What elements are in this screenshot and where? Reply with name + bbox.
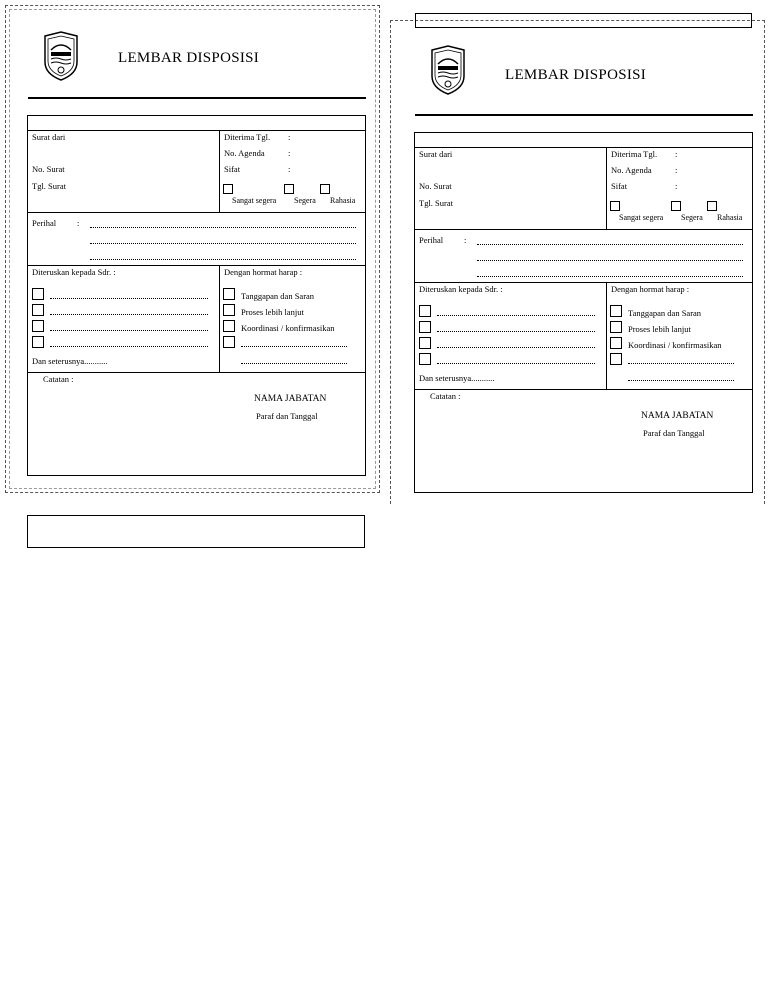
dengan-hormat-label: Dengan hormat harap :	[611, 284, 690, 294]
recipient-line	[437, 347, 595, 348]
nama-jabatan: NAMA JABATAN	[641, 411, 714, 421]
surat-dari-label: Surat dari	[32, 132, 66, 142]
title-rule	[28, 97, 366, 99]
recipient-checkbox[interactable]	[419, 337, 431, 349]
action-line	[241, 346, 347, 347]
diteruskan-label: Diteruskan kepada Sdr. :	[419, 284, 503, 294]
checkbox-segera[interactable]	[671, 201, 681, 211]
paraf-tanggal: Paraf dan Tanggal	[256, 411, 318, 421]
action-checkbox[interactable]	[223, 288, 235, 300]
recipient-line	[50, 330, 208, 331]
form-title: LEMBAR DISPOSISI	[505, 67, 647, 83]
action-checkbox[interactable]	[223, 336, 235, 348]
perihal-label: Perihal	[419, 235, 444, 245]
action-checkbox[interactable]	[610, 353, 622, 365]
form-title: LEMBAR DISPOSISI	[118, 50, 260, 66]
recipient-line	[50, 298, 208, 299]
tgl-surat-label: Tgl. Surat	[32, 181, 66, 191]
dengan-hormat-label: Dengan hormat harap :	[224, 267, 303, 277]
perihal-line	[477, 244, 743, 245]
recipient-line	[437, 315, 595, 316]
action-checkbox[interactable]	[610, 305, 622, 317]
recipient-checkbox[interactable]	[32, 320, 44, 332]
action-checkbox[interactable]	[610, 337, 622, 349]
sifat-option: Segera	[681, 213, 703, 222]
action-line	[628, 363, 734, 364]
perihal-line	[90, 259, 356, 260]
perihal-line	[90, 227, 356, 228]
recipient-checkbox[interactable]	[419, 321, 431, 333]
action-checkbox[interactable]	[223, 304, 235, 316]
sifat-option: Segera	[294, 196, 316, 205]
perihal-line	[90, 243, 356, 244]
recipient-checkbox[interactable]	[32, 304, 44, 316]
action-checkbox[interactable]	[610, 321, 622, 333]
checkbox-segera[interactable]	[284, 184, 294, 194]
action-option: Koordinasi / konfirmasikan	[241, 323, 335, 333]
no-agenda-label: No. Agenda	[224, 148, 265, 158]
no-agenda-label: No. Agenda	[611, 165, 652, 175]
sifat-option: Rahasia	[717, 213, 743, 222]
emblem-icon	[428, 44, 468, 96]
disposition-card-right: LEMBAR DISPOSISI Surat dari No. Surat Tgl. Surat Diterima Tgl. : No. Agenda : Sifat : Sangat segera Segera Rahasia Perihal : Diteruskan kepada Sdr. : Dan seterusnya ............ Dengan hormat harap : Tanggapan dan Saran Proses lebih lanjut Koordinasi / konfirmasikan Catatan : NAMA JABATAN Paraf dan Tanggal	[387, 17, 767, 517]
checkbox-rahasia[interactable]	[707, 201, 717, 211]
action-option: Koordinasi / konfirmasikan	[628, 340, 722, 350]
no-surat-label: No. Surat	[32, 164, 65, 174]
action-line	[241, 363, 347, 364]
perihal-line	[477, 260, 743, 261]
recipient-checkbox[interactable]	[32, 336, 44, 348]
no-surat-label: No. Surat	[419, 181, 452, 191]
dan-seterusnya-label: Dan seterusnya	[32, 356, 85, 366]
recipient-checkbox[interactable]	[32, 288, 44, 300]
bottom-empty-box	[27, 515, 365, 548]
perihal-line	[477, 276, 743, 277]
checkbox-sangat-segera[interactable]	[610, 201, 620, 211]
form-frame	[414, 132, 753, 493]
action-option: Tanggapan dan Saran	[241, 291, 315, 301]
checkbox-sangat-segera[interactable]	[223, 184, 233, 194]
surat-dari-label: Surat dari	[419, 149, 453, 159]
disposition-card-left: LEMBAR DISPOSISI Surat dari No. Surat Tgl. Surat Diterima Tgl. : No. Agenda : Sifat : Sangat segera Segera Rahasia Perihal : Diteruskan kepada Sdr. : Dan seterusnya ............ Dengan hormat harap : Tanggapan dan Saran Proses lebih lanjut Koordinasi / konfirmasikan Catatan : NAMA JABATAN Paraf dan Tanggal	[0, 0, 380, 500]
title-rule	[415, 114, 753, 116]
sifat-label: Sifat	[224, 164, 241, 174]
recipient-checkbox[interactable]	[419, 353, 431, 365]
sifat-option: Rahasia	[330, 196, 356, 205]
diterima-tgl-label: Diterima Tgl.	[224, 132, 271, 142]
recipient-line	[50, 346, 208, 347]
action-option: Proses lebih lanjut	[241, 307, 304, 317]
sifat-option: Sangat segera	[619, 213, 664, 222]
recipient-line	[437, 363, 595, 364]
perihal-label: Perihal	[32, 218, 57, 228]
dan-seterusnya-label: Dan seterusnya	[419, 373, 472, 383]
diterima-tgl-label: Diterima Tgl.	[611, 149, 658, 159]
emblem-icon	[41, 30, 81, 82]
form-frame	[27, 115, 366, 476]
catatan-label: Catatan :	[430, 391, 461, 401]
sifat-option: Sangat segera	[232, 196, 277, 205]
diteruskan-label: Diteruskan kepada Sdr. :	[32, 267, 116, 277]
action-option: Proses lebih lanjut	[628, 324, 691, 334]
tgl-surat-label: Tgl. Surat	[419, 198, 453, 208]
nama-jabatan: NAMA JABATAN	[254, 394, 327, 404]
recipient-line	[437, 331, 595, 332]
recipient-line	[50, 314, 208, 315]
action-option: Tanggapan dan Saran	[628, 308, 702, 318]
action-checkbox[interactable]	[223, 320, 235, 332]
paraf-tanggal: Paraf dan Tanggal	[643, 428, 705, 438]
sifat-label: Sifat	[611, 181, 628, 191]
action-line	[628, 380, 734, 381]
catatan-label: Catatan :	[43, 374, 74, 384]
checkbox-rahasia[interactable]	[320, 184, 330, 194]
recipient-checkbox[interactable]	[419, 305, 431, 317]
